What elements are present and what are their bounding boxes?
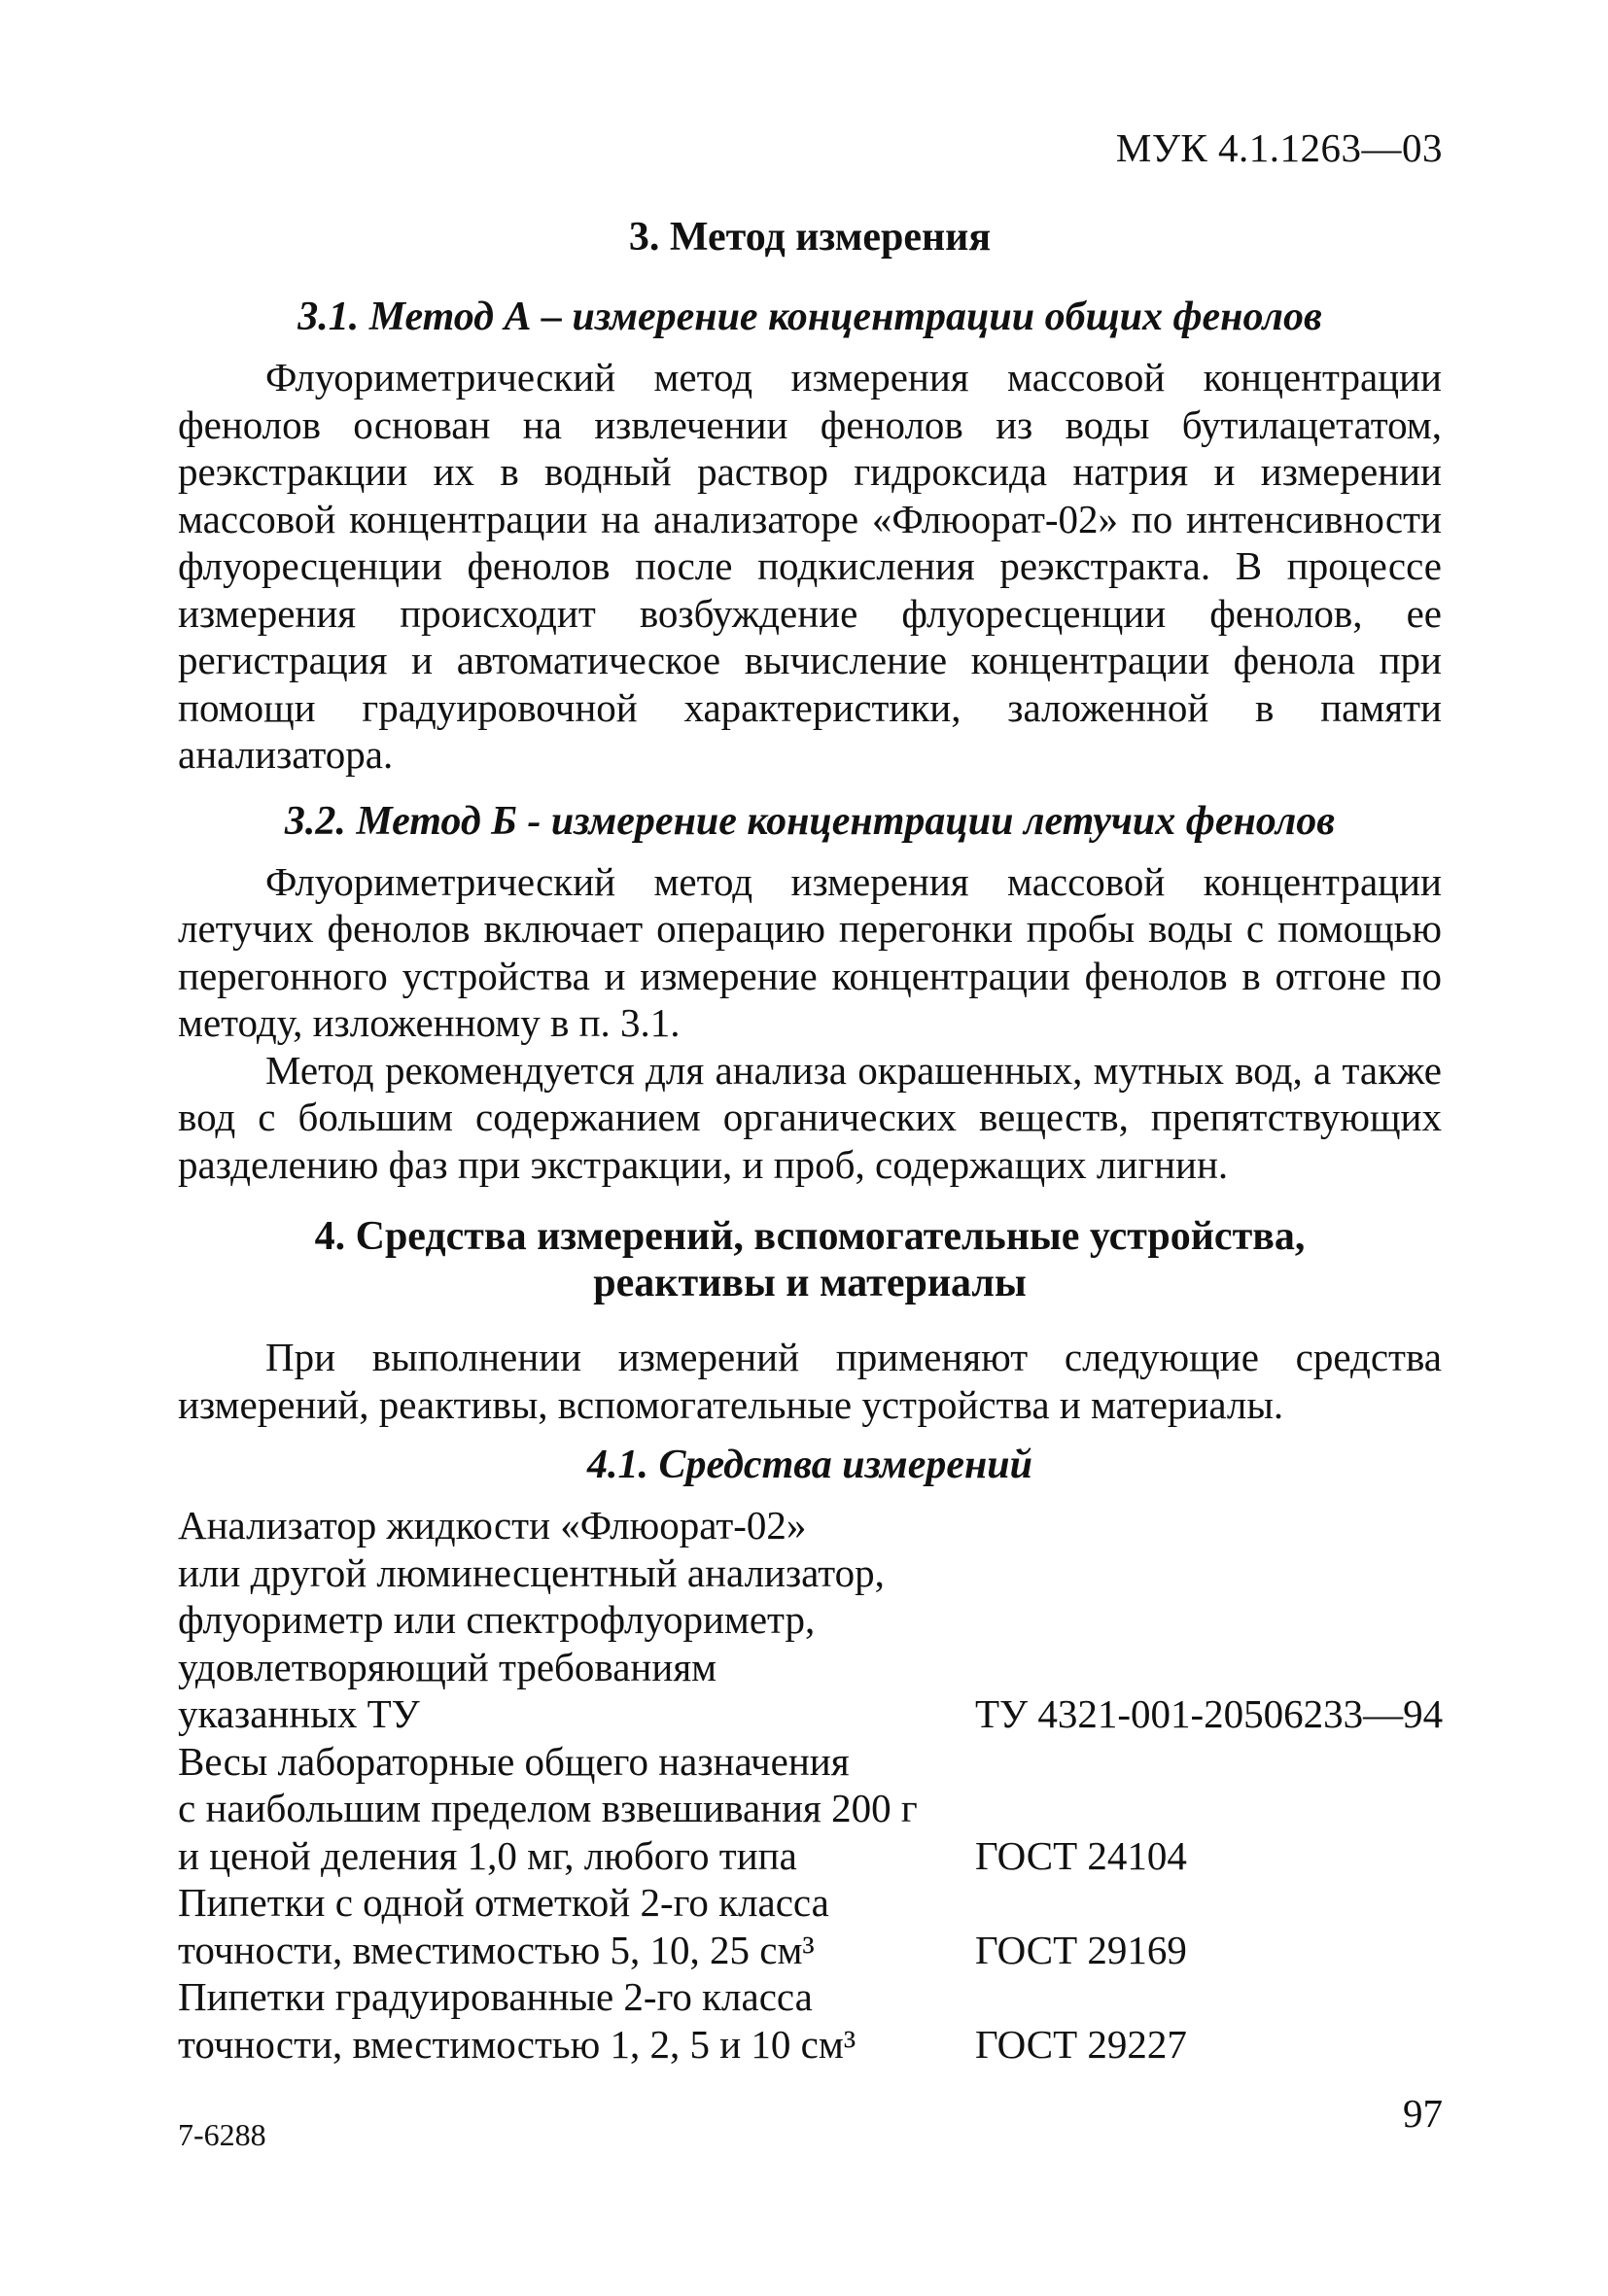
- equipment-item-scales: [178, 1738, 1442, 1880]
- equipment-item-pipettes-single-mark: [178, 1879, 1442, 1973]
- subsection-3-2-text-1: Флуориметрический метод измерения массовой концентрации летучих фенолов включает операцию перегонки пробы воды с помощью перегонного устройства и измерение концентрации фенолов в отгоне по методу, изложенному в п. 3.1.: [178, 858, 1442, 1045]
- equipment-name: Весы лабораторные общего назначения с наибольшим пределом взвешивания 200 г и ценой деления 1,0 мг, любого типа: [178, 1738, 918, 1878]
- subsection-3-2-title: 3.2. Метод Б - измерение концентрации летучих фенолов: [284, 798, 1336, 844]
- equipment-item-pipettes-graduated: [178, 1973, 1442, 2068]
- page-number: 97: [1403, 2091, 1443, 2136]
- equipment-item-analyzer: [178, 1502, 1442, 1738]
- equipment-standard: ГОСТ 29169: [975, 1927, 1187, 1972]
- page-content: [178, 214, 1442, 2068]
- subsection-4-1-title: 4.1. Средства измерений: [586, 1443, 1033, 1487]
- document-code: МУК 4.1.1263—03: [1115, 125, 1443, 170]
- section-4-intro: При выполнении измерений применяют следующие средства измерений, реактивы, вспомогательные устройства и материалы.: [178, 1335, 1442, 1427]
- equipment-name: Пипетки с одной отметкой 2-го класса точности, вместимостью 5, 10, 25 см³: [178, 1880, 829, 1972]
- section-4-title-line-1: 4. Средства измерений, вспомогательные устройства,: [314, 1214, 1306, 1259]
- footer-code: 7-6288: [178, 2117, 266, 2152]
- subsection-3-1-text: Флуориметрический метод измерения массовой концентрации фенолов основан на извлечении фенолов из воды бутилацетатом, реэкстракции их в водный раствор гидроксида натрия и измерении массовой концентрации на анализаторе «Флюорат-02» по интенсивности флуоресценции фенолов после подкисления реэкстракта. В процессе измерения происходит возбуждение флуоресценции фенолов, ее регистрация и автоматическое вычисление концентрации фенола при помощи градуировочной характеристики, заложенной в памяти анализатора.: [178, 355, 1442, 777]
- equipment-list: [178, 1502, 1442, 2068]
- equipment-name: Анализатор жидкости «Флюорат-02» или другой люминесцентный анализатор, флуориметр или спектрофлуориметр, удовлетворяющий требованиям указанных ТУ: [178, 1503, 885, 1736]
- section-4-title-line-2: реактивы и материалы: [593, 1261, 1027, 1305]
- equipment-standard: ГОСТ 24104: [975, 1832, 1187, 1878]
- equipment-standard: ТУ 4321-001-20506233—94: [975, 1691, 1444, 1736]
- equipment-standard: ГОСТ 29227: [975, 2021, 1187, 2067]
- subsection-3-1-title: 3.1. Метод А – измерение концентрации общих фенолов: [297, 295, 1322, 339]
- equipment-name: Пипетки градуированные 2-го класса точности, вместимостью 1, 2, 5 и 10 см³: [178, 1974, 856, 2067]
- subsection-3-2-text-2: Метод рекомендуется для анализа окрашенных, мутных вод, а также вод с большим содержанием органических веществ, препятствующих разделению фаз при экстракции, и проб, содержащих лигнин.: [178, 1047, 1442, 1187]
- section-3-title: 3. Метод измерения: [628, 215, 992, 260]
